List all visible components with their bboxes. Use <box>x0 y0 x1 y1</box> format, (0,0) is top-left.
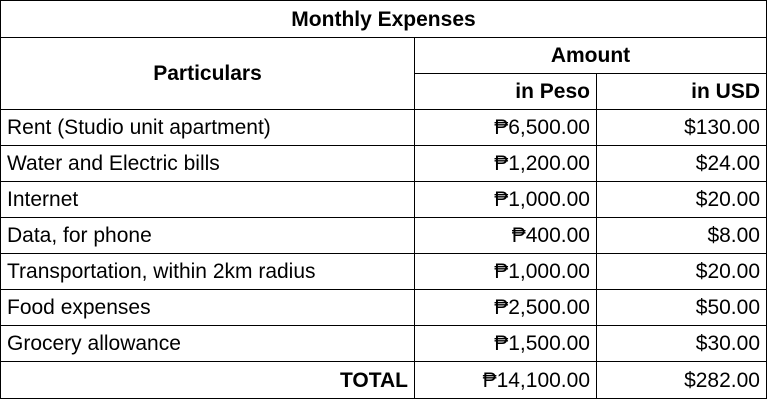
table-row <box>1 110 767 146</box>
peso-cell: ₱6,500.00 <box>415 110 597 146</box>
particular-cell: Rent (Studio unit apartment) <box>1 110 415 146</box>
usd-header: in USD <box>597 74 767 110</box>
usd-cell: $20.00 <box>597 182 767 218</box>
total-label: TOTAL <box>1 362 415 399</box>
table-row <box>1 146 767 182</box>
usd-cell: $30.00 <box>597 326 767 362</box>
peso-cell: ₱1,500.00 <box>415 326 597 362</box>
table-row <box>1 218 767 254</box>
table-row <box>1 290 767 326</box>
particular-cell: Transportation, within 2km radius <box>1 254 415 290</box>
peso-header: in Peso <box>415 74 597 110</box>
particular-cell: Grocery allowance <box>1 326 415 362</box>
particulars-header: Particulars <box>1 38 415 110</box>
peso-cell: ₱1,200.00 <box>415 146 597 182</box>
amount-header: Amount <box>415 38 767 74</box>
usd-cell: $130.00 <box>597 110 767 146</box>
peso-cell: ₱400.00 <box>415 218 597 254</box>
peso-cell: ₱1,000.00 <box>415 254 597 290</box>
table-row <box>1 254 767 290</box>
peso-cell: ₱2,500.00 <box>415 290 597 326</box>
usd-cell: $20.00 <box>597 254 767 290</box>
header-row-top <box>1 38 767 74</box>
usd-cell: $8.00 <box>597 218 767 254</box>
expenses-table-body <box>1 1 767 399</box>
particular-cell: Food expenses <box>1 290 415 326</box>
table-row <box>1 326 767 362</box>
total-row <box>1 362 767 399</box>
table-row <box>1 182 767 218</box>
particular-cell: Data, for phone <box>1 218 415 254</box>
particular-cell: Internet <box>1 182 415 218</box>
peso-cell: ₱1,000.00 <box>415 182 597 218</box>
usd-cell: $24.00 <box>597 146 767 182</box>
table-title: Monthly Expenses <box>1 1 767 38</box>
total-usd-cell: $282.00 <box>597 362 767 399</box>
particular-cell: Water and Electric bills <box>1 146 415 182</box>
title-row <box>1 1 767 38</box>
total-peso-cell: ₱14,100.00 <box>415 362 597 399</box>
usd-cell: $50.00 <box>597 290 767 326</box>
